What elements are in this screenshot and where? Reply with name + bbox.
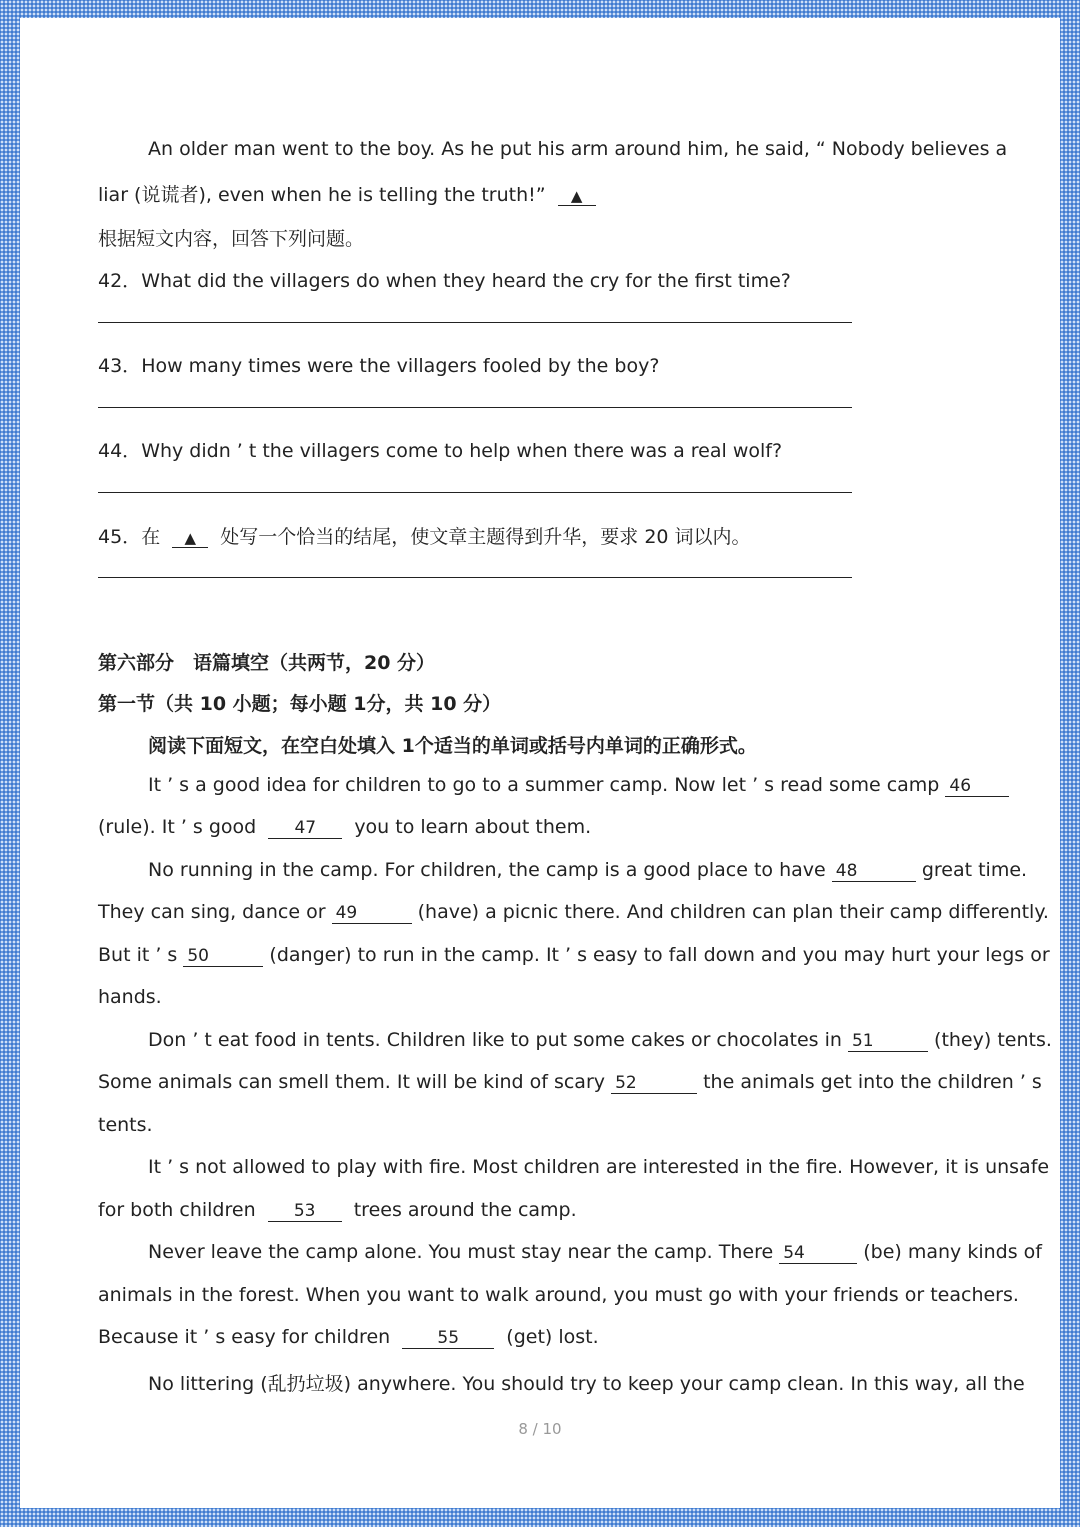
blank-52[interactable]: 52 [611,1074,697,1094]
cloze-line [98,1326,599,1349]
question-number: 42． [98,270,142,292]
blank-51[interactable]: 51 [848,1032,928,1052]
answer-instruction: 根据短文内容，回答下列问题。 [98,228,365,250]
cloze-text: you to learn about them. [354,816,592,838]
exam-page [20,18,1060,1508]
cloze-text: (rule). It ’ s good [98,816,257,838]
question-text: Why didn ’ t the villagers come to help when there was a real wolf? [141,440,783,462]
cloze-text: (they) tents. [934,1029,1052,1051]
cloze-text: for both children [98,1199,256,1221]
cloze-line: tents. [98,1114,153,1136]
cloze-line: hands. [98,986,162,1008]
question-45 [98,522,751,549]
cloze-line [98,901,1049,924]
page-number: 8 / 10 [518,1420,562,1438]
cloze-text: But it ’ s [98,944,178,966]
cloze-text: (danger) to run in the camp. It ’ s easy to fall down and you may hurt your legs or [269,944,1050,966]
cloze-text: (be) many kinds of [863,1241,1042,1263]
answer-line-42[interactable] [98,322,852,323]
cloze-line [98,816,591,839]
question-number: 43． [98,355,142,377]
cloze-text: the animals get into the children ’ s [703,1071,1042,1093]
cloze-text: Don ’ t eat food in tents. Children like to put some cakes or chocolates in [148,1029,842,1051]
question-text: How many times were the villagers fooled by the boy? [141,355,660,377]
cloze-text: great time. [921,859,1028,881]
triangle-blank[interactable]: ▲ [558,188,596,206]
cloze-text: It ’ s not allowed to play with fire. Most children are interested in the fire. However, it is unsafe [148,1156,1050,1178]
cloze-text: (have) a picnic there. And children can plan their camp differently. [417,901,1049,923]
question-42 [98,266,791,293]
question-number: 44． [98,440,142,462]
section-title: 第一节（共 10 小题；每小题 1分，共 10 分） [98,693,502,715]
cloze-text: (get) lost. [506,1326,599,1348]
triangle-blank[interactable]: ▲ [172,530,208,548]
passage-text: An older man went to the boy. As he put his arm around him, he said, “ Nobody believes a [148,138,1008,160]
cloze-line [98,1199,577,1222]
blank-55[interactable]: 55 [402,1329,494,1349]
question-44 [98,436,782,463]
passage-text: liar (说谎者), even when he is telling the truth!” [98,184,546,206]
part-title: 第六部分 语篇填空（共两节，20 分） [98,652,436,674]
cloze-line [98,1071,1042,1094]
cloze-text: animals in the forest. When you want to walk around, you must go with your friends or teachers. [98,1284,1019,1306]
blank-50[interactable]: 50 [183,947,263,967]
cloze-text: Because it ’ s easy for children [98,1326,391,1348]
question-text: 处写一个恰当的结尾，使文章主题得到升华，要求 20 词以内。 [220,526,751,548]
passage-line [98,138,1008,160]
cloze-line [98,1369,1025,1396]
blank-54[interactable]: 54 [779,1244,857,1264]
cloze-line [98,1284,1019,1306]
cloze-text: No littering (乱扔垃圾) anywhere. You should try to keep your camp clean. In this way, all the [148,1373,1025,1395]
cloze-text: They can sing, dance or [98,901,326,923]
question-text: 在 [141,526,161,548]
cloze-line [98,774,994,797]
answer-line-44[interactable] [98,492,852,493]
cloze-text: Never leave the camp alone. You must stay near the camp. There [148,1241,774,1263]
cloze-line [98,859,1028,882]
cloze-line [98,1241,1042,1264]
answer-line-43[interactable] [98,407,852,408]
cloze-line [98,1029,1052,1052]
cloze-text: Some animals can smell them. It will be kind of scary [98,1071,606,1093]
cloze-text: It ’ s a good idea for children to go to a summer camp. Now let ’ s read some camp [148,774,940,796]
cloze-text: trees around the camp. [353,1199,577,1221]
blank-49[interactable]: 49 [332,904,412,924]
blank-46[interactable]: 46 [945,777,1009,797]
section-instruction: 阅读下面短文，在空白处填入 1个适当的单词或括号内单词的正确形式。 [148,735,757,757]
question-text: What did the villagers do when they heard the cry for the first time? [141,270,791,292]
blank-48[interactable]: 48 [832,862,916,882]
passage-line [98,180,596,207]
cloze-text: No running in the camp. For children, the camp is a good place to have [148,859,826,881]
blank-47[interactable]: 47 [268,819,342,839]
cloze-line [98,1156,1050,1178]
cloze-line [98,944,1050,967]
blank-53[interactable]: 53 [268,1202,342,1222]
answer-line-45[interactable] [98,577,852,578]
question-43 [98,351,659,378]
question-number: 45． [98,526,142,548]
